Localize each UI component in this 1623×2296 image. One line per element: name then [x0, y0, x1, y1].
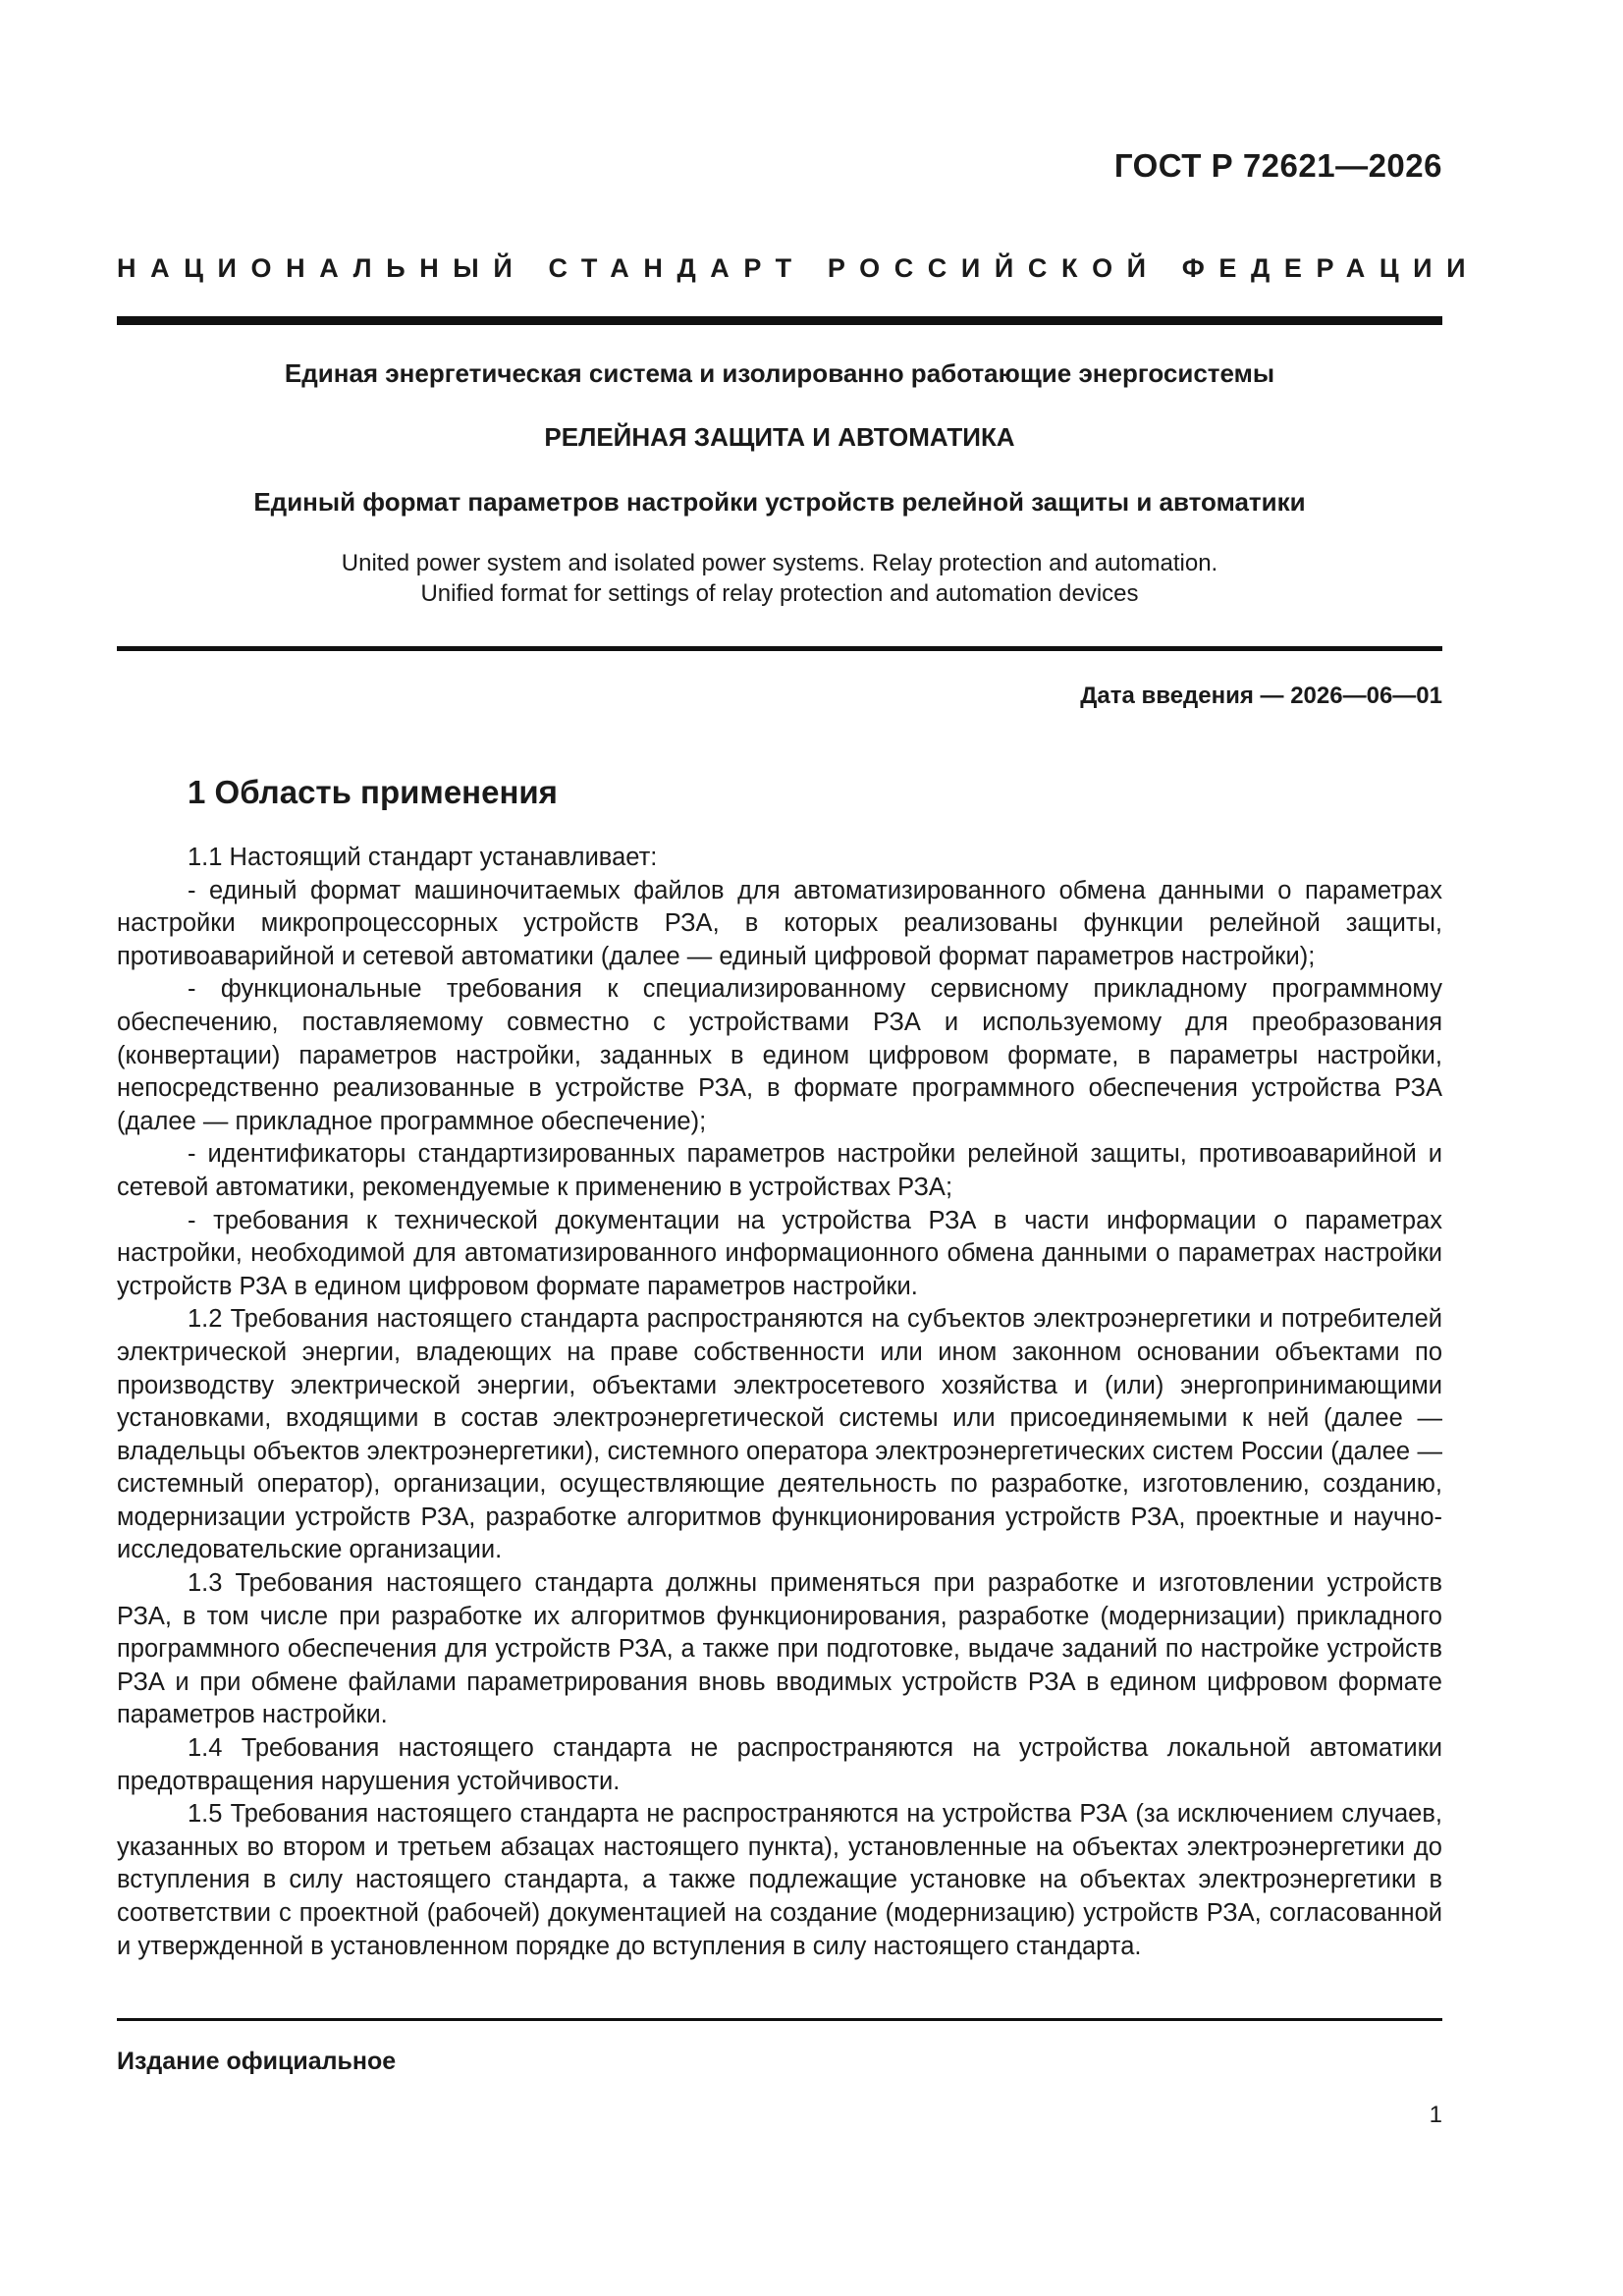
paragraph: 1.3 Требования настоящего стандарта должны применяться при разработке и изготовлении устройств РЗА, в том числе при разработке их алгоритмов функционирования, разработке (модернизации) прикладного программного обеспечения для устройств РЗА, а также при подготовке, выдаче заданий по настройке устройств РЗА и при обмене файлами параметрирования вновь вводимых устройств РЗА в едином цифровом формате параметров настройки. — [117, 1569, 1442, 1729]
title-main: РЕЛЕЙНАЯ ЗАЩИТА И АВТОМАТИКА — [544, 422, 1015, 452]
title-english-line-2: Unified format for settings of relay protection and automation devices — [420, 580, 1139, 607]
section-body — [117, 842, 1442, 1963]
header-divider-thick — [117, 316, 1442, 325]
footer-divider — [117, 2018, 1442, 2021]
national-standard-header: НАЦИОНАЛЬНЫЙ СТАНДАРТ РОССИЙСКОЙ ФЕДЕРАЦИИ — [117, 253, 1481, 283]
paragraph: - функциональные требования к специализированному сервисному прикладному программному обеспечению, поставляемому совместно с устройствами РЗА и используемому для преобразования (конвертации) параметров настройки, заданных в едином цифровом формате, в параметры настройки, непосредственно реализованные в устройстве РЗА, в формате программного обеспечения устройства РЗА (далее — прикладное программное обеспечение); — [117, 975, 1442, 1135]
paragraph: - единый формат машиночитаемых файлов для автоматизированного обмена данными о параметрах настройки микропроцессорных устройств РЗА, в которых реализованы функции релейной защиты, противоаварийной и сетевой автоматики (далее — единый цифровой формат параметров настройки); — [117, 876, 1442, 970]
title-system: Единая энергетическая система и изолированно работающие энергосистемы — [284, 358, 1275, 388]
title-subtitle: Единый формат параметров настройки устройств релейной защиты и автоматики — [253, 487, 1306, 517]
official-edition-label: Издание официальное — [117, 2048, 397, 2075]
paragraph: 1.1 Настоящий стандарт устанавливает: — [188, 844, 658, 871]
paragraph: 1.5 Требования настоящего стандарта не распространяются на устройства РЗА (за исключением случаев, указанных во втором и третьем абзацах настоящего пункта), установленные на объектах электроэнергетики до вступления в силу настоящего стандарта, а также подлежащие установке на объектах электроэнергетики в соответствии с проектной (рабочей) документацией на создание (модернизацию) устройств РЗА, согласованной и утвержденной в установленном порядке до вступления в силу настоящего стандарта. — [117, 1800, 1442, 1960]
title-english-line-1: United power system and isolated power systems. Relay protection and automation. — [341, 550, 1218, 576]
paragraph: - требования к технической документации на устройства РЗА в части информации о параметрах настройки, необходимой для автоматизированного информационного обмена данными о параметрах настройки устройств РЗА в едином цифровом формате параметров настройки. — [117, 1206, 1442, 1300]
title-divider — [117, 646, 1442, 651]
paragraph: - идентификаторы стандартизированных параметров настройки релейной защиты, противоаварийной и сетевой автоматики, рекомендуемые к применению в устройствах РЗА; — [117, 1140, 1442, 1201]
section-title: 1 Область применения — [188, 774, 558, 810]
document-page — [117, 0, 1481, 2296]
paragraph: 1.4 Требования настоящего стандарта не распространяются на устройства локальной автоматики предотвращения нарушения устойчивости. — [117, 1734, 1442, 1795]
paragraph: 1.2 Требования настоящего стандарта распространяются на субъектов электроэнергетики и потребителей электрической энергии, владеющих на праве собственности или ином законном основании объектами по производству электрической энергии, объектами электросетевого хозяйства и (или) энергопринимающими установками, входящими в состав электроэнергетической системы или присоединяемыми к ней (далее — владельцы объектов электроэнергетики), системного оператора электроэнергетических систем России (далее — системный оператор), организации, осуществляющие деятельность по разработке, изготовлению, созданию, модернизации устройств РЗА, разработке алгоритмов функционирования устройств РЗА, проектные и научно-исследовательские организации. — [117, 1305, 1442, 1564]
document-number: ГОСТ Р 72621—2026 — [1113, 147, 1442, 184]
page-number: 1 — [1429, 2102, 1442, 2128]
introduction-date: Дата введения — 2026—06—01 — [1080, 683, 1442, 709]
